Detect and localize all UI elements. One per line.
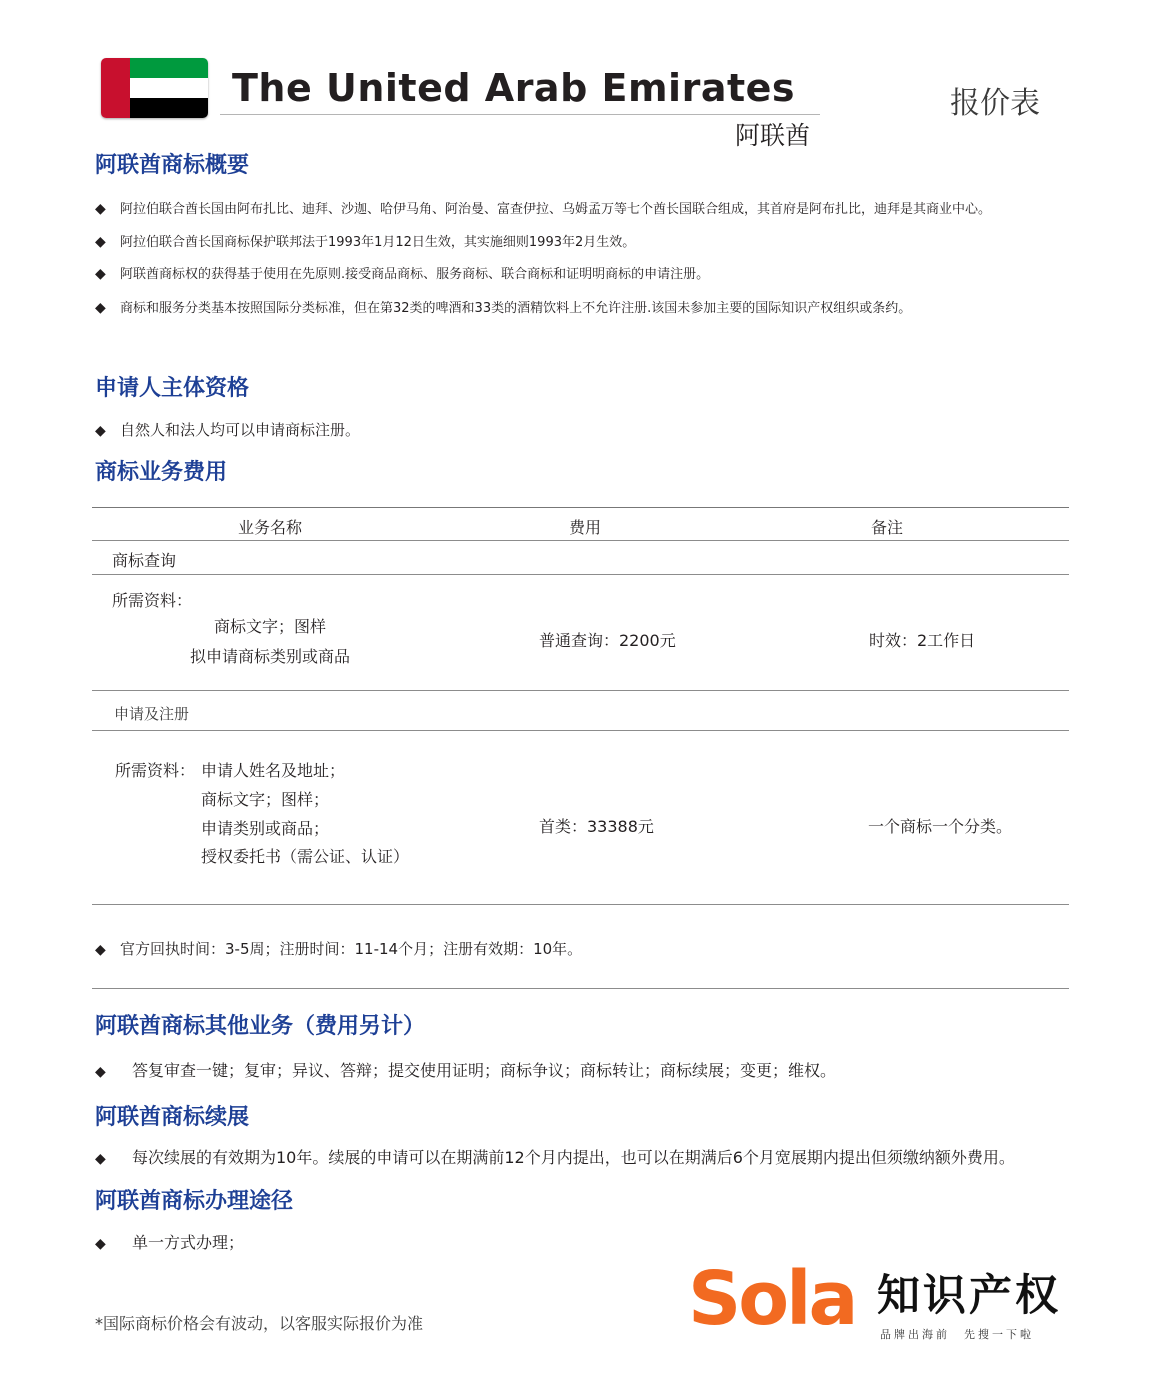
overview-item: ◆ 阿联酋商标权的获得基于使用在先原则.接受商品商标、服务商标、联合商标和证明明商标的申请注册。: [95, 266, 710, 282]
fees-heading: 商标业务费用: [95, 460, 228, 485]
registration-material-item: 商标文字；图样；: [201, 790, 330, 809]
renewal-heading: 阿联酋商标续展: [95, 1105, 250, 1130]
search-remark: 时效：2工作日: [869, 631, 976, 650]
sola-tagline: 品牌出海前 先搜一下啦: [880, 1328, 1034, 1341]
channels-heading: 阿联酋商标办理途径: [95, 1189, 294, 1214]
sola-logo: Sola: [688, 1256, 856, 1342]
search-materials-label: 所需资料：: [112, 591, 193, 610]
table-row-rule: [92, 574, 1069, 575]
table-row-rule: [92, 730, 1069, 731]
sola-logo-cn: 知识产权: [877, 1271, 1061, 1321]
bullet-diamond-icon: ◆: [95, 201, 106, 217]
other-services-heading: 阿联酋商标其他业务（费用另计）: [95, 1014, 426, 1039]
eligibility-item: ◆ 自然人和法人均可以申请商标注册。: [95, 421, 361, 439]
flag-green-band: [130, 58, 208, 78]
bullet-diamond-icon: ◆: [95, 423, 106, 439]
bullet-diamond-icon: ◆: [95, 1064, 106, 1080]
document-type-label: 报价表: [950, 86, 1040, 121]
title-divider: [220, 114, 820, 115]
registration-remark: 一个商标一个分类。: [868, 817, 1013, 836]
search-material-item: 拟申请商标类别或商品: [190, 647, 351, 666]
country-title-cn: 阿联酋: [735, 121, 811, 150]
price-disclaimer: *国际商标价格会有波动，以客服实际报价为准: [95, 1314, 424, 1333]
channels-item: ◆ 单一方式办理；: [95, 1233, 245, 1252]
bullet-diamond-icon: ◆: [95, 942, 106, 958]
bullet-diamond-icon: ◆: [95, 1236, 106, 1252]
renewal-item: ◆ 每次续展的有效期为10年。续展的申请可以在期满前12个月内提出，也可以在期满后6个月宽展期内提出但须缴纳额外费用。: [95, 1148, 1015, 1167]
country-title-en: The United Arab Emirates: [232, 66, 796, 110]
registration-material-item: 授权委托书（需公证、认证）: [201, 847, 410, 866]
bullet-diamond-icon: ◆: [95, 1151, 106, 1167]
eligibility-heading: 申请人主体资格: [95, 376, 250, 401]
column-header-remark: 备注: [871, 518, 904, 537]
section-divider: [92, 988, 1069, 989]
table-top-rule: [92, 507, 1069, 508]
overview-item: ◆ 阿拉伯联合酋长国商标保护联邦法于1993年1月12日生效，其实施细则1993年2月生效。: [95, 234, 636, 250]
registration-material-item: 申请类别或商品；: [201, 819, 330, 838]
flag-white-band: [130, 78, 208, 98]
timeline-note: ◆ 官方回执时间：3-5周；注册时间：11-14个月；注册有效期：10年。: [95, 940, 583, 958]
other-services-item: ◆ 答复审查一键；复审；异议、答辩；提交使用证明；商标争议；商标转让；商标续展；变更；维权。: [95, 1061, 837, 1080]
column-header-fee: 费用: [569, 518, 602, 537]
flag-black-band: [130, 98, 208, 118]
flag-red-band: [101, 58, 130, 118]
registration-fee: 首类：33388元: [539, 817, 654, 836]
uae-flag-icon: [101, 58, 208, 118]
table-header-rule: [92, 540, 1069, 541]
overview-item: ◆ 商标和服务分类基本按照国际分类标准，但在第32类的啤酒和33类的酒精饮料上不允许注册.该国未参加主要的国际知识产权组织或条约。: [95, 300, 912, 316]
overview-heading: 阿联酋商标概要: [95, 153, 250, 178]
search-section-label: 商标查询: [112, 551, 177, 570]
registration-material-item: 申请人姓名及地址；: [201, 761, 346, 780]
bullet-diamond-icon: ◆: [95, 266, 106, 282]
search-material-item: 商标文字；图样: [214, 617, 327, 636]
overview-item: ◆ 阿拉伯联合酋长国由阿布扎比、迪拜、沙迦、哈伊马角、阿治曼、富查伊拉、乌姆孟万等七个酋长国联合组成，其首府是阿布扎比，迪拜是其商业中心。: [95, 201, 992, 217]
column-header-service: 业务名称: [238, 518, 303, 537]
table-bottom-rule: [92, 904, 1069, 905]
table-row-rule: [92, 690, 1069, 691]
registration-section-label: 申请及注册: [114, 705, 190, 723]
bullet-diamond-icon: ◆: [95, 300, 106, 316]
registration-materials-label: 所需资料：: [115, 761, 196, 780]
search-fee: 普通查询：2200元: [539, 631, 676, 650]
bullet-diamond-icon: ◆: [95, 234, 106, 250]
